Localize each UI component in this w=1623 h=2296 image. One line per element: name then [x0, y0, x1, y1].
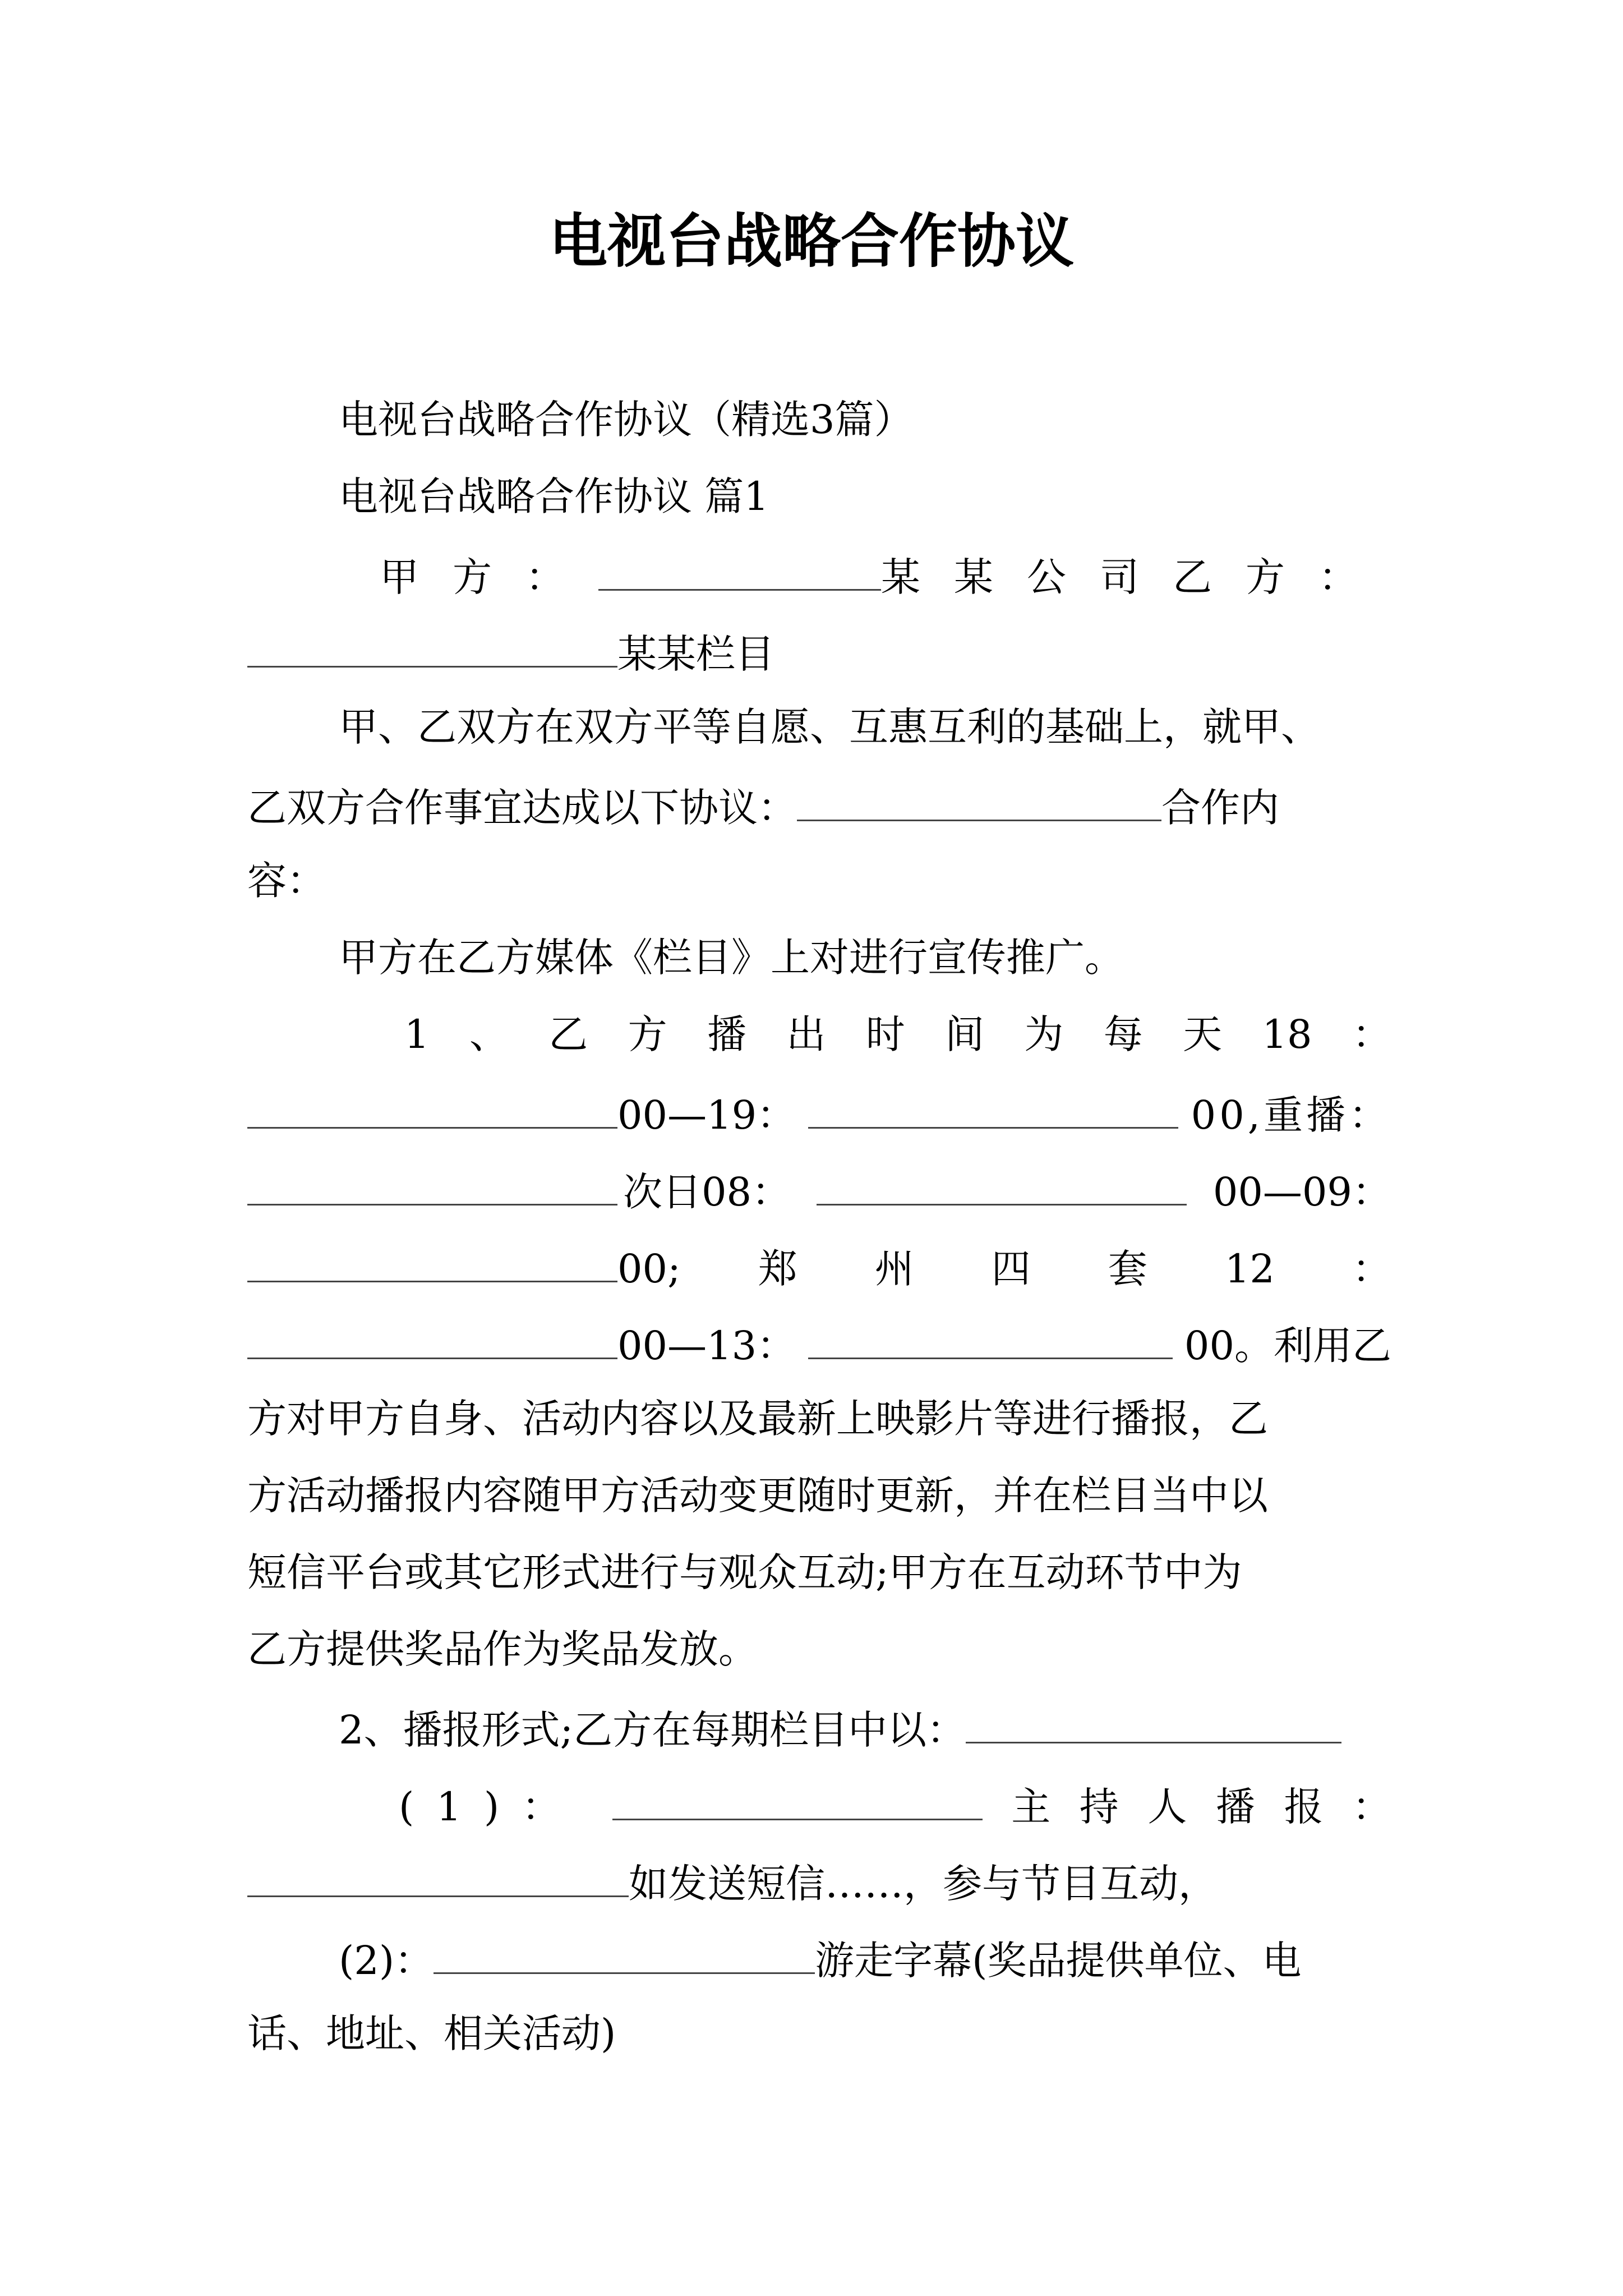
time-text: 00; [617, 1246, 681, 1292]
item1-line-6: 方对甲方自身、活动内容以及最新上映影片等进行播报，乙 [247, 1396, 1268, 1442]
intro-line-2 [247, 766, 1391, 843]
sub1-char: 报 [1284, 1784, 1324, 1830]
part-heading: 电视台战略合作协议 篇1 [339, 473, 769, 519]
sub2-text: 游走字幕(奖品提供单位、电 [815, 1938, 1302, 1984]
sub1-label: (1)： [399, 1784, 584, 1830]
intro-text: 乙双方合作事宜达成以下协议： [247, 785, 797, 831]
item1-char: 乙 [548, 1011, 588, 1057]
intro-cont: 合作内 [1161, 785, 1279, 831]
item1-line-9: 乙方提供奖品作为奖品发放。 [247, 1626, 758, 1672]
item1-char: 播 [707, 1011, 746, 1057]
time-text: 00—13： [617, 1323, 796, 1369]
item1-char: 出 [786, 1011, 826, 1057]
station-char: 四 [991, 1246, 1031, 1292]
item1-char: 每 [1103, 1011, 1143, 1057]
party-b-blank [247, 612, 617, 668]
sub1-char: 持 [1079, 1784, 1119, 1830]
intro-line-1: 甲、乙双方在双方平等自愿、互惠互利的基础上，就甲、 [339, 704, 1320, 750]
intro-line-3: 容： [247, 858, 326, 904]
item2-text: 2、播报形式;乙方在每期栏目中以： [339, 1707, 966, 1753]
item1-line-7: 方活动播报内容随甲方活动变更随时更新，并在栏目当中以 [247, 1473, 1268, 1519]
item2-line [247, 1688, 1483, 1765]
sub1-char: 主 [1011, 1784, 1051, 1830]
subtitle: 电视台战略合作协议（精选3篇） [339, 397, 914, 443]
intro-blank [797, 766, 1161, 821]
sub1-blank [612, 1765, 983, 1820]
item1-line-4 [247, 1227, 1391, 1304]
sub1-char: 播 [1215, 1784, 1255, 1830]
party-b-line [247, 612, 1391, 689]
station-char: 州 [874, 1246, 914, 1292]
time-text: 00—19： [617, 1092, 796, 1138]
item1-line-1 [247, 996, 1391, 1073]
sub2-line-1 [247, 1918, 1483, 1995]
item1-char: 、 [469, 1011, 509, 1057]
blank [247, 1227, 617, 1282]
party-a-blank [598, 535, 881, 591]
station-char: 12 [1224, 1246, 1275, 1292]
sub2-line-2: 话、地址、相关活动) [247, 2010, 616, 2056]
item1-line-5 [247, 1304, 1391, 1381]
item1-char: 时 [865, 1011, 905, 1057]
item1-char: 间 [945, 1011, 985, 1057]
sub1-char: 人 [1147, 1784, 1187, 1830]
party-a-label: 甲方： [380, 554, 598, 600]
sub1-line-1 [247, 1765, 1391, 1842]
station-char: 郑 [758, 1246, 797, 1292]
item1-line-2 [247, 1073, 1391, 1150]
item1-line-3 [247, 1150, 1391, 1227]
promo-paragraph: 甲方在乙方媒体《栏目》上对进行宣传推广。 [339, 935, 1124, 981]
party-a-line [247, 535, 1391, 612]
station-char: 套 [1108, 1246, 1147, 1292]
sub1-char: ： [1352, 1784, 1391, 1830]
item1-char: ： [1352, 1011, 1391, 1057]
blank [808, 1073, 1178, 1129]
sub2-label: (2)： [339, 1938, 434, 1984]
party-b-value: 某某栏目 [617, 631, 774, 677]
blank [247, 1073, 617, 1129]
item1-char: 1 [404, 1011, 430, 1057]
time-text: 00—09： [1212, 1169, 1391, 1215]
item1-char: 方 [628, 1011, 667, 1057]
time-text: 00。利用乙 [1184, 1323, 1391, 1369]
item1-char: 为 [1024, 1011, 1064, 1057]
blank [817, 1150, 1187, 1205]
time-text: 00,重播： [1191, 1092, 1391, 1138]
time-text: 次日08： [623, 1169, 791, 1215]
sub1-text: 如发送短信……，参与节目互动， [629, 1861, 1218, 1907]
item1-line-8: 短信平台或其它形式进行与观众互动;甲方在互动环节中为 [247, 1549, 1242, 1595]
sub1-blank-2 [247, 1842, 629, 1897]
page-title: 电视台战略合作协议 [548, 206, 1074, 275]
sub2-blank [434, 1918, 815, 1974]
item1-char: 18 [1262, 1011, 1312, 1057]
blank [247, 1150, 617, 1205]
blank [808, 1304, 1173, 1359]
item1-char: 天 [1183, 1011, 1223, 1057]
item2-blank [966, 1688, 1341, 1743]
blank [247, 1304, 617, 1359]
station-char: ： [1352, 1246, 1391, 1292]
party-a-value: 某某公司乙方： [881, 554, 1391, 600]
sub1-line-2 [247, 1842, 1391, 1918]
